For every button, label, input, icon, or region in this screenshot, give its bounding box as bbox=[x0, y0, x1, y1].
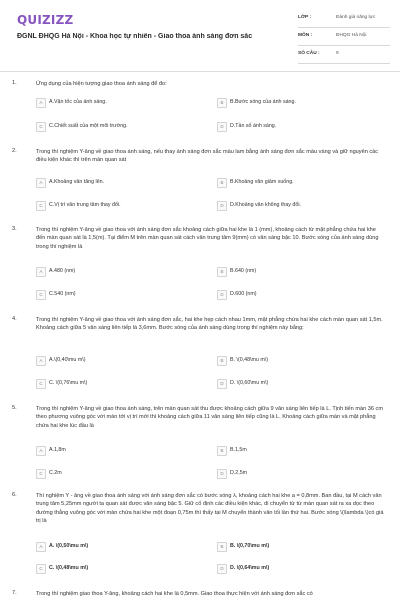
meta-value: Đánh giá năng lực bbox=[336, 15, 376, 20]
option-text: D. \(0,60\mu m\) bbox=[230, 380, 269, 386]
option-text: C. \(0,76\mu m\) bbox=[49, 380, 88, 386]
option-text: B.640 (nm) bbox=[230, 268, 257, 274]
option-b[interactable] bbox=[217, 267, 377, 277]
meta-value: ĐHQG Hà Nội bbox=[336, 33, 367, 38]
question-5 bbox=[12, 405, 390, 485]
question-text: Thí nghiệm Y - âng về giao thoa ánh sáng với ánh sáng đơn sắc có bước sóng λ, khoảng cách hai khe a = 0,8mm. Ban đầu, tại M cách vân trung tâm 5,25mm người ta quan sát được vân sáng bậc 5. Giữ cố định các điều kiện khác, di chuyển từ từ màn quan sát ra xa dọc theo đường thẳng vuông góc với màn chứa hai khe một đoạn 0,75m thì thấy tại M chuyển thành vân tối lần thứ hai. Bước sóng \(\lambda \)có giá trị là bbox=[36, 493, 384, 524]
question-6 bbox=[12, 492, 390, 580]
option-text: A.Vận tốc của ánh sáng. bbox=[49, 99, 107, 105]
option-text: D.600 (nm) bbox=[230, 291, 257, 297]
meta-label: SỐ CÂU : bbox=[298, 51, 320, 56]
page-title: ĐGNL ĐHQG Hà Nội - Khoa học tự nhiên - Giao thoa ánh sáng đơn sắc bbox=[17, 33, 253, 40]
option-letter: B bbox=[217, 98, 227, 108]
option-text: A.1,8m bbox=[49, 447, 66, 453]
question-number: 1. bbox=[12, 80, 17, 86]
option-letter: B bbox=[217, 178, 227, 188]
option-text: C.540 (nm) bbox=[49, 291, 76, 297]
question-number: 6. bbox=[12, 492, 17, 498]
option-letter: D bbox=[217, 122, 227, 132]
option-text: B. \(0,48\mu m\) bbox=[230, 357, 268, 363]
quizizz-logo: QUIZIZZ bbox=[17, 13, 74, 27]
option-letter: C bbox=[36, 290, 46, 300]
option-text: B.1,5m bbox=[230, 447, 247, 453]
option-text: D.Tần số ánh sáng. bbox=[230, 123, 277, 129]
option-b[interactable] bbox=[217, 178, 377, 188]
meta-row-class bbox=[298, 12, 390, 28]
option-d[interactable] bbox=[217, 290, 377, 300]
question-text: Trong thí nghiệm Y-âng về giao thoa với ánh sáng đơn sắc, hai khe hẹp cách nhau 1mm, mặt phẳng chứa hai khe cách màn quan sát 1,5m. Khoảng cách giữa 5 vân sáng liên tiếp là 3,6mm. Bước sóng của ánh sáng dùng trong thí nghiệm này bằng: bbox=[36, 317, 383, 332]
option-letter: C bbox=[36, 122, 46, 132]
question-number: 2. bbox=[12, 148, 17, 154]
question-text: Trong thí nghiệm Y-âng về giao thoa ánh sáng, nếu thay ánh sáng đơn sắc màu lam bằng ánh sáng đơn sắc màu vàng và giữ nguyên các điều kiện khác thì trên màn quan sát bbox=[36, 149, 379, 164]
meta-row-count bbox=[298, 48, 390, 64]
option-c[interactable] bbox=[36, 379, 196, 389]
question-number: 7. bbox=[12, 590, 17, 596]
option-letter: A bbox=[36, 446, 46, 456]
option-letter: A bbox=[36, 178, 46, 188]
option-text: B.Khoảng vân giảm xuống. bbox=[230, 179, 294, 185]
option-d[interactable] bbox=[217, 564, 377, 574]
meta-row-subject bbox=[298, 30, 390, 46]
option-letter: B bbox=[217, 542, 227, 552]
option-text: A.Khoảng vân tăng lên. bbox=[49, 179, 105, 185]
question-number: 3. bbox=[12, 226, 17, 232]
option-a[interactable] bbox=[36, 267, 196, 277]
question-text: Trong thí nghiệm Y-âng về giao thoa với ánh sáng đơn sắc khoảng cách giữa hai khe là 1 (mm), khoảng cách từ mặt phẳng chứa hai khe đến màn quan sát là 1,5(m). Tại điểm M trên màn quan sát cách vân trung tâm 9(mm) có vân sáng bậc 10. Bước sóng của ánh sáng dùng trong thí nghiệm là bbox=[36, 227, 379, 250]
option-c[interactable] bbox=[36, 290, 196, 300]
question-7 bbox=[12, 590, 390, 600]
option-text: A. \(0,50\mu m\) bbox=[49, 543, 89, 549]
question-2 bbox=[12, 148, 390, 214]
header-divider bbox=[0, 71, 400, 72]
option-a[interactable] bbox=[36, 178, 196, 188]
option-letter: A bbox=[36, 98, 46, 108]
option-d[interactable] bbox=[217, 469, 377, 479]
option-text: C.Vị trí vân trung tâm thay đổi. bbox=[49, 202, 121, 208]
option-d[interactable] bbox=[217, 122, 377, 132]
question-4 bbox=[12, 316, 390, 396]
option-letter: A bbox=[36, 356, 46, 366]
option-c[interactable] bbox=[36, 564, 196, 574]
option-letter: D bbox=[217, 564, 227, 574]
question-text: Ứng dụng của hiện tượng giao thoa ánh sáng để đo: bbox=[36, 81, 167, 87]
option-text: A.\(0,40\mu m\) bbox=[49, 357, 86, 363]
option-d[interactable] bbox=[217, 379, 377, 389]
option-c[interactable] bbox=[36, 469, 196, 479]
option-letter: D bbox=[217, 290, 227, 300]
option-letter: C bbox=[36, 201, 46, 211]
option-letter: C bbox=[36, 379, 46, 389]
question-number: 5. bbox=[12, 405, 17, 411]
option-text: B.Bước sóng của ánh sáng. bbox=[230, 99, 296, 105]
meta-table bbox=[298, 12, 390, 66]
option-letter: C bbox=[36, 564, 46, 574]
option-d[interactable] bbox=[217, 201, 377, 211]
option-text: D. \(0,64\mu m\) bbox=[230, 565, 270, 571]
option-a[interactable] bbox=[36, 98, 196, 108]
option-letter: A bbox=[36, 267, 46, 277]
question-3 bbox=[12, 226, 390, 304]
option-a[interactable] bbox=[36, 356, 196, 366]
option-b[interactable] bbox=[217, 542, 377, 552]
question-1 bbox=[12, 80, 390, 135]
option-b[interactable] bbox=[217, 446, 377, 456]
option-letter: C bbox=[36, 469, 46, 479]
option-text: C.Chiết suất của một môi trường. bbox=[49, 123, 128, 129]
option-b[interactable] bbox=[217, 98, 377, 108]
meta-label: LỚP : bbox=[298, 15, 312, 20]
option-letter: B bbox=[217, 267, 227, 277]
option-letter: B bbox=[217, 356, 227, 366]
option-text: C. \(0,48\mu m\) bbox=[49, 565, 89, 571]
option-text: D.2,5m bbox=[230, 470, 248, 476]
option-text: D.Khoảng vân không thay đổi. bbox=[230, 202, 301, 208]
option-text: B. \(0,70\mu m\) bbox=[230, 543, 270, 549]
question-text: Trong thí nghiệm Y-âng về giao thoa ánh sáng, trên màn quan sát thu được khoảng cách giữa 9 vân sáng liên tiếp là L. Tịnh tiến màn 36 cm theo phương vuông góc với màn tới vị trí mới thì khoảng cách giữa 11 vân sáng liên tiếp cũng là L. Khoảng cách giữa màn và mặt phẳng chứa hai khe lúc đầu là bbox=[36, 406, 384, 429]
option-letter: D bbox=[217, 379, 227, 389]
option-letter: D bbox=[217, 469, 227, 479]
meta-value: 9 bbox=[336, 51, 339, 56]
option-text: A.480 (nm) bbox=[49, 268, 76, 274]
question-number: 4. bbox=[12, 316, 17, 322]
option-c[interactable] bbox=[36, 122, 196, 132]
option-a[interactable] bbox=[36, 542, 196, 552]
option-a[interactable] bbox=[36, 446, 196, 456]
option-b[interactable] bbox=[217, 356, 377, 366]
meta-label: MÔN : bbox=[298, 33, 313, 38]
option-letter: A bbox=[36, 542, 46, 552]
option-letter: D bbox=[217, 201, 227, 211]
header bbox=[0, 0, 400, 72]
option-c[interactable] bbox=[36, 201, 196, 211]
option-text: C.2m bbox=[49, 470, 62, 476]
question-text: Trong thí nghiệm giao thoa Y-âng, khoảng cách hai khe là 0,5mm. Giao thoa thực hiện với ánh sáng đơn sắc có bbox=[36, 591, 313, 597]
option-letter: B bbox=[217, 446, 227, 456]
